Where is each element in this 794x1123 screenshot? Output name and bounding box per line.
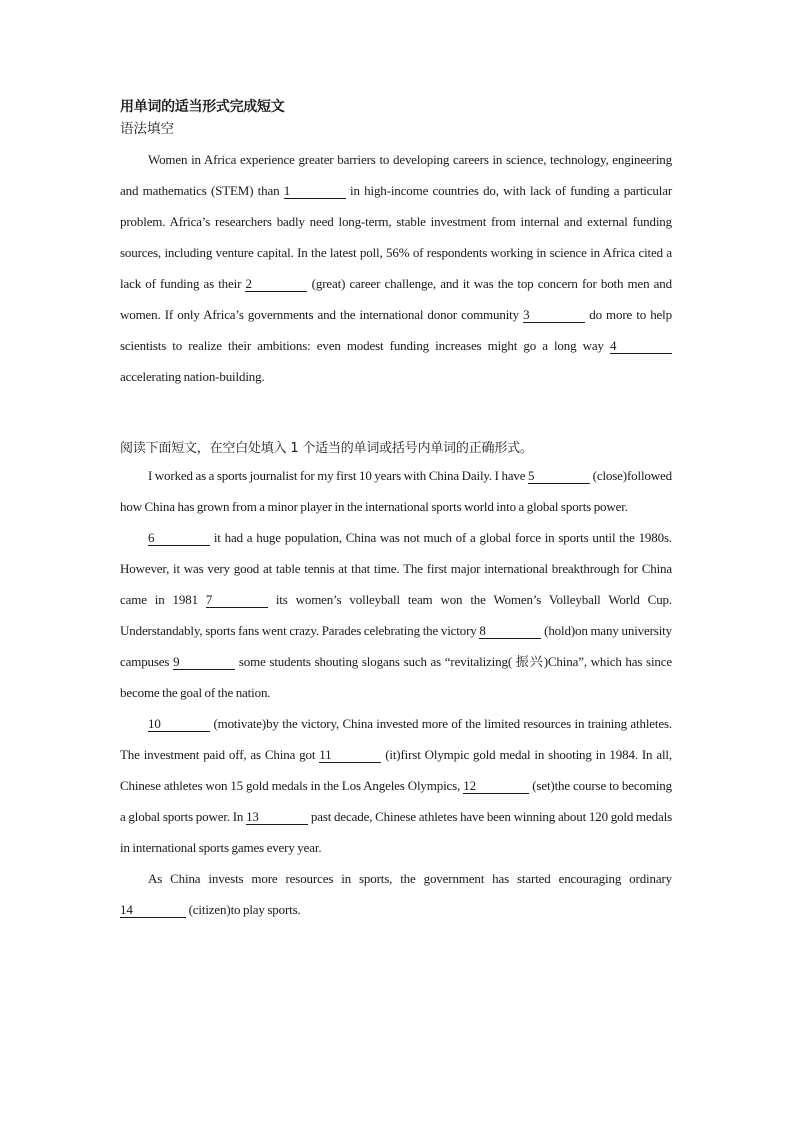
answer-blank-2[interactable]: 2 <box>245 277 307 292</box>
answer-blank-1[interactable]: 1 <box>284 184 346 199</box>
passage-text: (hold)on many university campuses <box>120 623 672 669</box>
answer-blank-3[interactable]: 3 <box>523 308 585 323</box>
passage-text: (motivate)by the victory, China invested more of the limited resources in training athletes. The investment paid off, as China got <box>120 716 673 762</box>
passage-text: (citizen)to play sports. <box>188 902 301 917</box>
passage-text: Women in Africa experience greater barriers to developing careers in science, technology, engineering and mathematics (STEM) than <box>120 152 672 198</box>
passage-text: do more to help scientists to realize their ambitions: even modest funding increases might go a long way <box>120 307 672 353</box>
passage-text: it had a huge population, China was not much of a global force in sports until the 1980s. However, it was very good at table tennis at that time. The first major international breakthrough for China came in 1981 <box>120 530 672 607</box>
passage-text: (it)first Olympic gold medal in shooting in 1984. In all, Chinese athletes won 15 gold medals in the Los Angeles Olympics, <box>120 747 672 793</box>
section-subtitle: 语法填空 <box>120 121 174 137</box>
answer-blank-10[interactable]: 10 <box>148 717 210 732</box>
answer-blank-13[interactable]: 13 <box>246 810 308 825</box>
answer-blank-6[interactable]: 6 <box>148 531 210 546</box>
answer-blank-8[interactable]: 8 <box>479 624 541 639</box>
passage-2-paragraph-2 <box>120 522 672 708</box>
section-2-heading: 阅读下面短文，在空白处填入 1 个适当的单词或括号内单词的正确形式。 <box>120 441 533 456</box>
answer-blank-5[interactable]: 5 <box>528 469 590 484</box>
passage-text: past decade, Chinese athletes have been winning about 120 gold medals in international sports games every year. <box>120 809 672 855</box>
answer-blank-4[interactable]: 4 <box>610 339 672 354</box>
passage-text: (close)followed how China has grown from a minor player in the international sports world into a global sports power. <box>120 468 672 514</box>
passage-2-paragraph-4 <box>120 863 672 925</box>
passage-text: As China invests more resources in sports, the government has started encouraging ordinary <box>148 871 672 886</box>
passage-2-paragraph-1 <box>120 460 672 522</box>
page-title: 用单词的适当形式完成短文 <box>120 99 285 115</box>
passage-text: some students shouting slogans such as “revitalizing( 振兴)China”, which has since become the goal of the nation. <box>120 654 672 700</box>
answer-blank-14[interactable]: 14 <box>120 903 186 918</box>
passage-text: in high-income countries do, with lack of funding a particular problem. Africa’s researchers badly need long-term, stable investment from internal and external funding sources, including venture capital. In the latest poll, 56% of respondents working in science in Africa cited a lack of funding as their <box>120 183 673 291</box>
passage-text: accelerating nation-building. <box>120 369 265 384</box>
document-page <box>120 96 672 925</box>
answer-blank-12[interactable]: 12 <box>463 779 529 794</box>
answer-blank-7[interactable]: 7 <box>206 593 268 608</box>
passage-1-paragraph <box>120 144 672 392</box>
answer-blank-11[interactable]: 11 <box>319 748 381 763</box>
passage-text: (great) career challenge, and it was the top concern for both men and women. If only Africa’s governments and the international donor community <box>120 276 672 322</box>
passage-2-paragraph-3 <box>120 708 672 863</box>
passage-text: (set)the course to becoming a global sports power. In <box>120 778 672 824</box>
passage-text: its women’s volleyball team won the Women’s Volleyball World Cup. Understandably, sports fans went crazy. Parades celebrating the victory <box>120 592 673 638</box>
answer-blank-9[interactable]: 9 <box>173 655 235 670</box>
passage-text: I worked as a sports journalist for my first 10 years with China Daily. I have <box>148 468 526 483</box>
